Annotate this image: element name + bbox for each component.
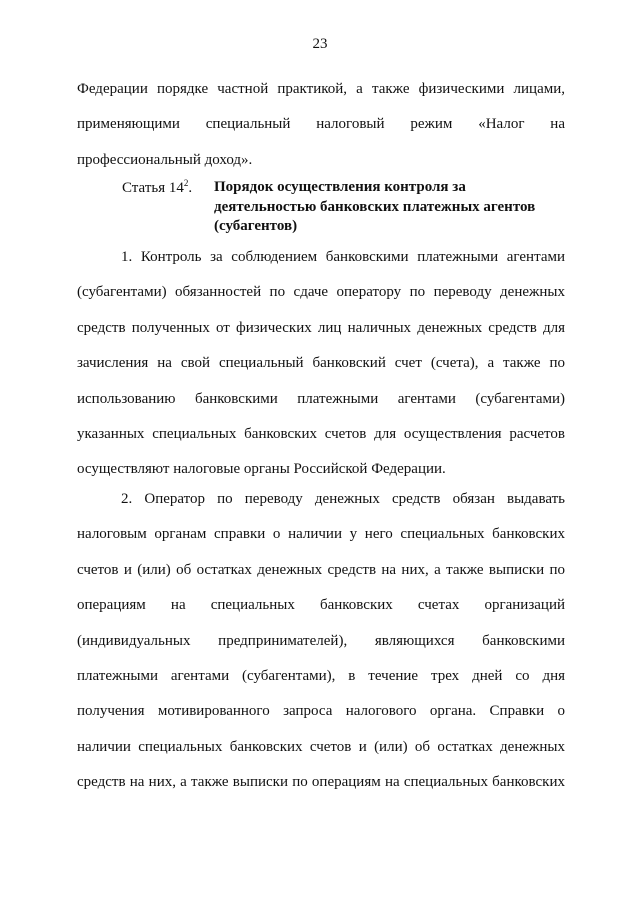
article-title-line: деятельностью банковских платежных агентов [214, 198, 536, 215]
text-line: 1. Контроль за соблюдением банковскими платежными агентами [121, 249, 565, 265]
text-line: средств полученных от физических лиц наличных денежных средств для [77, 319, 565, 336]
article-label: Статья $14^2$. [122, 178, 193, 196]
text-line: средств на них, а также выписки по операциям на специальных банковских [77, 774, 565, 791]
text-line: налоговым органам справки о наличии у него специальных банковских [77, 526, 565, 543]
text-line: (субагентами) обязанностей по сдаче оператору по переводу денежных [77, 284, 565, 301]
text-line: платежными агентами (субагентами), в течение трех дней со дня [77, 667, 565, 684]
text-line: применяющими специальный налоговый режим «Налог на [77, 116, 565, 133]
intro-paragraph [77, 72, 565, 178]
text-line: профессиональный доход». [77, 151, 253, 168]
text-line: использованию банковскими платежными агентами (субагентами) [77, 390, 565, 407]
paragraph-1 [77, 240, 565, 488]
text-line: 2. Оператор по переводу денежных средств обязан выдавать [121, 491, 565, 507]
article-title [214, 178, 564, 237]
page-number: 23 [312, 36, 328, 52]
article-title-line: (субагентов) [214, 218, 298, 234]
article-title-line: Порядок осуществления контроля за [214, 179, 466, 195]
article-label-superscript: 2 [183, 178, 189, 188]
text-line: (индивидуальных предпринимателей), являющихся банковскими [77, 632, 565, 649]
text-line: зачисления на свой специальный банковский счет (счета), а также по [77, 355, 565, 372]
text-line: наличии специальных банковских счетов и (или) об остатках денежных [77, 738, 565, 755]
text-line: осуществляют налоговые органы Российской Федерации. [77, 461, 446, 478]
text-line: получения мотивированного запроса налогового органа. Справки о [77, 703, 565, 720]
paragraph-2 [77, 482, 565, 801]
text-line: операциям на специальных банковских счетах организаций [77, 597, 565, 614]
text-line: счетов и (или) об остатках денежных средств на них, а также выписки по [77, 561, 565, 578]
text-line: указанных специальных банковских счетов для осуществления расчетов [77, 425, 565, 442]
text-line: Федерации порядке частной практикой, а также физическими лицами, [77, 81, 565, 97]
